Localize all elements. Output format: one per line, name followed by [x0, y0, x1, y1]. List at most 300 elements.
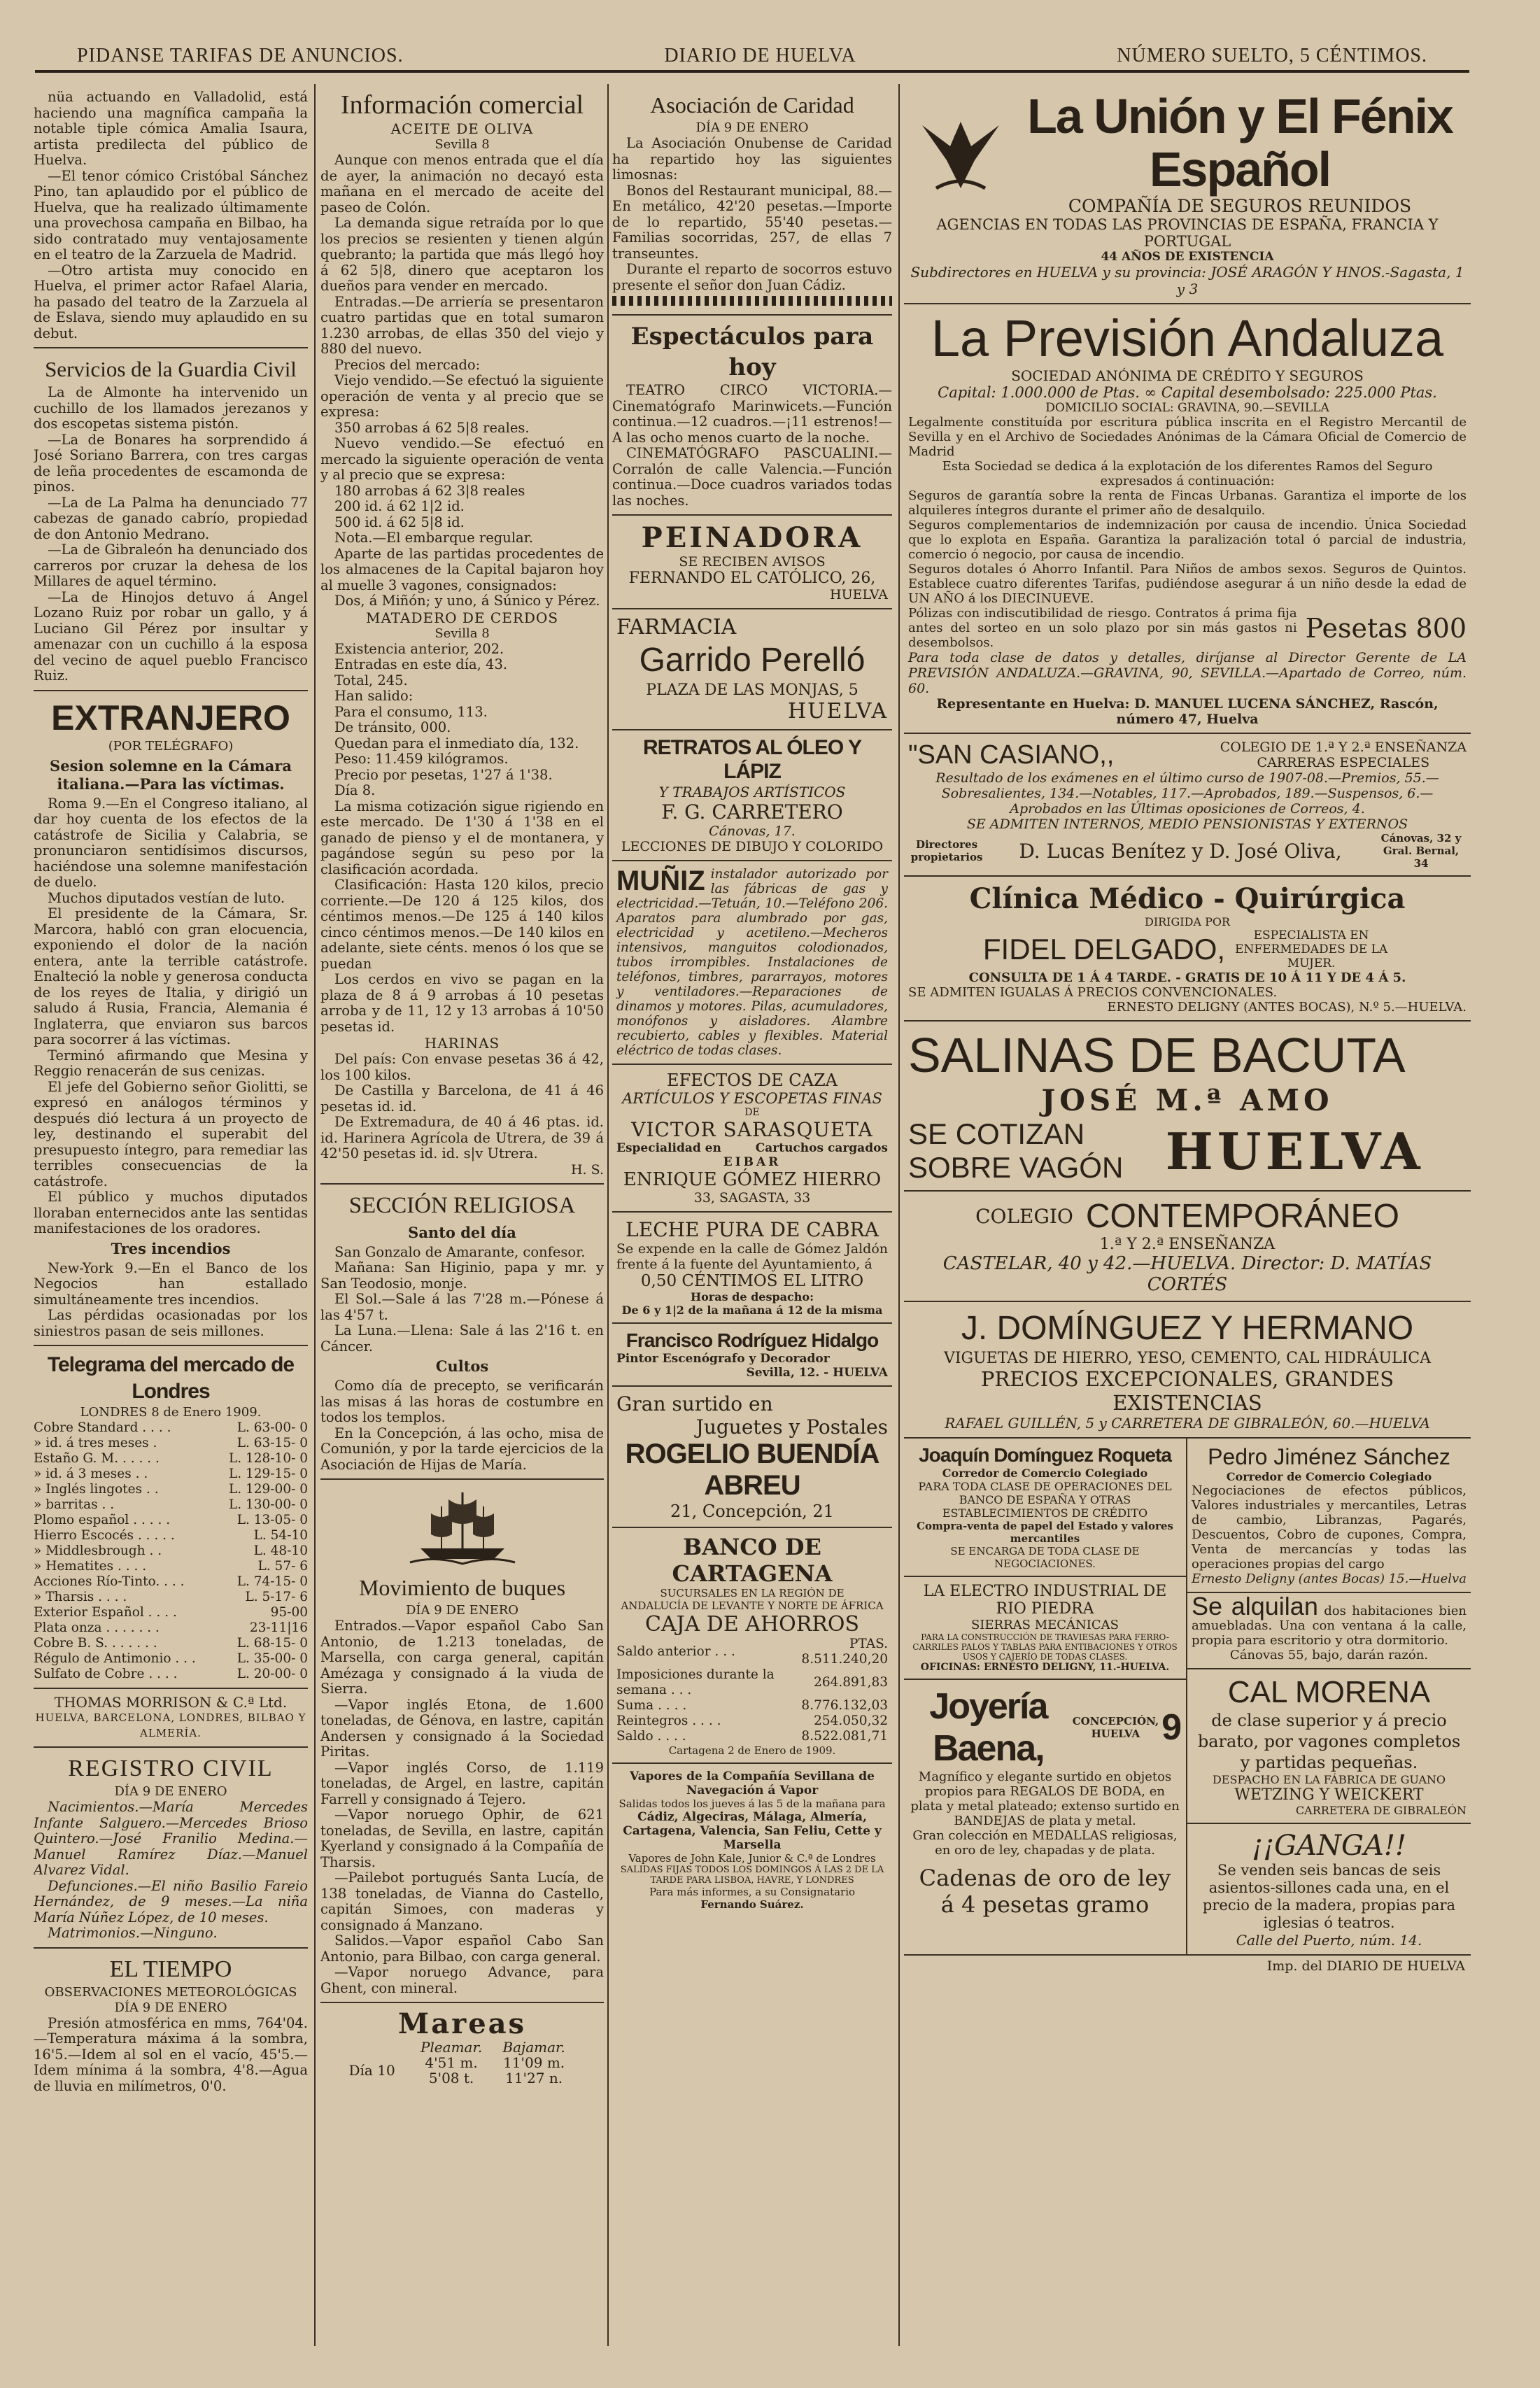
table-row: [34, 1605, 308, 1620]
ad-title: PEINADORA: [641, 521, 863, 554]
paragraph: El público y muchos diputados lloraban enternecidos ante las sentidas manifestaciones de los oradores.: [34, 1189, 308, 1236]
date-line: DÍA 9 DE ENERO: [114, 2000, 227, 2015]
ad-line: EIBAR: [723, 1155, 782, 1169]
paragraph: —La de Bonares ha sorprendido á José Soriano Barrera, con tres cargas de leña procedentes de escamonda de pinos.: [34, 431, 308, 495]
ad-line: HUELVA: [830, 587, 888, 602]
ad-line: Directores propietarios: [910, 838, 983, 863]
paragraph: Peso: 11.459 kilógramos.: [334, 751, 509, 767]
savings-value: 264.891,83: [814, 1675, 888, 1690]
mareas-section: [320, 2003, 604, 2091]
paragraph: Bonos del Restaurant municipal, 88.—En metálico, 42'20 pesetas.—Importe de lo repartido, 55'40 pesetas.—Familias socorridas, 257, de ellas 7 transeuntes.: [612, 182, 892, 262]
ad-title: La Unión y El Fénix Español: [1027, 89, 1453, 197]
market-item: Plomo español . . . . .: [34, 1513, 171, 1527]
section-title: Asociación de Caridad: [650, 92, 854, 118]
paragraph: La de Almonte ha intervenido un cuchillo de los llamados jerezanos y dos escopetas sistema pistón.: [34, 384, 308, 432]
ad-left-stack: [904, 1439, 1187, 1954]
ad-line: Subdirectores en HUELVA y su provincia: JOSÉ ARAGÓN Y HNOS.-Sagasta, 1 y 3: [910, 264, 1464, 297]
ad-line: COLEGIO: [975, 1205, 1073, 1228]
ad-row: [904, 1439, 1471, 1956]
paragraph: Durante el reparto de socorros estuvo presente el señor don Juan Cádiz.: [612, 261, 892, 293]
table-row: [34, 1636, 308, 1651]
paragraph: Matrimonios.—Ninguno.: [48, 1925, 218, 1941]
table-row: [34, 1590, 308, 1605]
ad-line: CAJA DE AHORROS: [644, 1612, 860, 1637]
article-title: Tres incendios: [111, 1239, 231, 1257]
section-title: Telegrama del mercado de Londres: [47, 1353, 295, 1403]
subsection-title: Cultos: [435, 1357, 489, 1375]
ad-line: ARTÍCULOS Y ESCOPETAS FINAS: [622, 1090, 882, 1107]
registro-section: [34, 1748, 308, 1949]
ad-line: JOSÉ M.ª AMO: [1041, 1083, 1334, 1117]
paragraph: Existencia anterior, 202.: [334, 640, 504, 657]
paragraph: —La de Hinojos detuvo á Angel Lozano Ruiz por robar un gallo, y á Luciano Gil Pérez por insultar y amenazar con un cuchillo á la esposa del vecino de aquel pueblo Francisco Ruiz.: [34, 588, 308, 684]
harinas-text: [320, 1052, 604, 1162]
savings-item: Imposiciones durante la semana . . .: [616, 1667, 775, 1697]
ad-line: SE COTIZAN: [908, 1117, 1085, 1150]
ship-illustration: [320, 1485, 604, 1572]
savings-item: Reintegros . . . .: [616, 1714, 721, 1728]
paragraph: El Sol.—Sale á las 7'28 m.—Pónese á las 4'57 t.: [320, 1291, 604, 1323]
ad-text: Para toda clase de datos y detalles, diríjanse al Director Gerente de LA PREVISIÓN ANDALUZA.—GRAVINA, 90, SEVILLA.—Apartado de Correo, núm. 60.: [908, 650, 1467, 696]
ad-text: Magnífico y elegante surtido en objetos propios para REGALOS DE BODA, en plata y metal plateado; extenso surtido en BANDEJAS de plata y metal.: [910, 1769, 1180, 1828]
ad-line: Cartuchos cargados: [755, 1141, 888, 1155]
ad-line: 1.ª Y 2.ª ENSEÑANZA: [1099, 1236, 1276, 1253]
ad-line: SUCURSALES EN LA REGIÓN DE: [660, 1587, 845, 1599]
signature: H. S.: [570, 1161, 604, 1178]
ad-title: RETRATOS AL ÓLEO Y LÁPIZ: [642, 736, 862, 783]
section-title: EL TIEMPO: [109, 1956, 232, 1982]
paragraph: —Vapor noruego Ophir, de 621 toneladas, de Sevilla, en lastre, capitán Kyerland y consignado á la Compañía de Tharsis.: [320, 1807, 604, 1870]
intro-section: [34, 84, 308, 348]
table-row: [34, 1497, 308, 1513]
market-value: L. 129-00- 0: [228, 1482, 308, 1497]
ad-text: Legalmente constituída por escritura pública inscrita en el Registro Mercantil de Sevilla y en el Archivo de Sociedades Anónimas de la Cámara Oficial de Comercio de Madrid: [908, 415, 1467, 459]
header-right: NÚMERO SUELTO, 5 CÉNTIMOS.: [1117, 45, 1427, 66]
market-item: » Inglés lingotes . .: [34, 1482, 159, 1497]
paragraph: Aparte de las partidas procedentes de los almacenes de la Capital bajaron hoy al muelle 3 vagones, consignados:: [320, 545, 604, 593]
paragraph: 500 id. á 62 5|8 id.: [334, 514, 465, 530]
ad-electro: [904, 1577, 1186, 1680]
ad-line: CARRERAS ESPECIALES: [1257, 755, 1430, 770]
table-row: [34, 1543, 308, 1559]
ad-cartagena: [612, 1528, 892, 1764]
ad-title: SALINAS DE BACUTA: [908, 1028, 1406, 1082]
ad-line: ESPECIALISTA EN ENFERMEDADES DE LA MUJER.: [1235, 928, 1388, 970]
ad-line: SALIDAS FIJAS TODOS LOS DOMINGOS Á LAS 2 DE LA TARDE PARA LISBOA, HAVRE, Y LONDRES: [620, 1865, 884, 1886]
paragraph: nüa actuando en Valladolid, está haciendo una magnífica campaña la notable tiple cómica Amalia Isaura, artista predilecta del público de Huelva.: [34, 89, 308, 168]
ad-line: WETZING Y WEICKERT: [1234, 1786, 1424, 1804]
subsection-title: Santo del día: [408, 1223, 516, 1241]
ad-line: Especialidad en: [616, 1141, 721, 1155]
pleamar-value: 5'08 t.: [428, 2070, 474, 2086]
ad-text: dos habitaciones bien amuebladas. Una con ventana á la calle, propia para escritorio y otra dormitorio.: [1192, 1604, 1467, 1648]
paragraph: Entradas en este día, 43.: [334, 656, 508, 672]
table-row: [34, 1482, 308, 1497]
market-item: Estaño G. M. . . . . .: [34, 1451, 160, 1466]
ad-line: Y TRABAJOS ARTÍSTICOS: [658, 784, 846, 800]
market-value: L. 54-10: [253, 1528, 308, 1543]
ad-line: Cadenas de oro de ley: [919, 1865, 1171, 1891]
ad-clinica: [904, 877, 1471, 1022]
ad-line: DE: [744, 1107, 760, 1118]
market-value: L. 35-00- 0: [236, 1651, 308, 1666]
ad-roqueta: [904, 1439, 1186, 1577]
market-item: Acciones Río-Tinto. . . .: [34, 1574, 185, 1589]
ad-line: RAFAEL GUILLÉN, 5 y CARRETERA DE GIBRALEÓN, 60.—HUELVA: [945, 1415, 1430, 1432]
ad-line: OFICINAS: ERNESTO DELIGNY, 11.-HUELVA.: [920, 1662, 1170, 1673]
ad-line: DIRIGIDA POR: [1144, 915, 1230, 928]
ad-text: Seguros complementarios de indemnización por causa de incendio. Única Sociedad que lo explota en España. Garantiza la paralización total ó parcial de industria, comercio ó negocio, por causa de incendio.: [908, 518, 1467, 562]
savings-value: 254.050,32: [814, 1714, 888, 1728]
paragraph: La Asociación Onubense de Caridad ha repartido hoy las siguientes limosnas:: [612, 135, 892, 183]
matadero-text: [320, 642, 604, 1036]
ad-prevision: [904, 304, 1471, 734]
paragraph: El presidente de la Cámara, Sr. Marcora, habló con gran elocuencia, exponiendo el dolor de la nación entera, ante la terrible catástrofe. Enalteció la noble y generosa conducta de los reyes de Italia, y dirigió un saludo á Rusia, Francia, Alemania é Inglaterra, que enviaron sus barcos para socorrer á las víctimas.: [34, 905, 308, 1047]
ad-line: SE ENCARGA DE TODA CLASE DE NEGOCIACIONES.: [950, 1545, 1140, 1570]
table-row: [34, 1651, 308, 1667]
table-row: [34, 1528, 308, 1543]
column-rule: [607, 84, 609, 2346]
ad-line: Cánovas 55, bajo, darán razón.: [1229, 1648, 1429, 1662]
table-row: [34, 1436, 308, 1451]
subsection-title: HARINAS: [424, 1035, 500, 1052]
ad-title: Joaquín Domínguez Roqueta: [919, 1444, 1171, 1466]
ad-salinas: [904, 1022, 1471, 1192]
paragraph: CINEMATÓGRAFO PASCUALINI.—Corralón de calle Valencia.—Función continua.—Doce cuadros variados todas las noches.: [612, 445, 892, 509]
ad-line: HUELVA: [1091, 1728, 1140, 1740]
paragraph: Nacimientos.—María Mercedes Infante Salguero.—Mercedes Brioso Quintero.—José Franilio Medina.—Manuel Ramírez Díaz.—Manuel Alvarez Vidal.: [34, 1799, 308, 1878]
ad-farmacia: [612, 609, 892, 730]
ad-text: Negociaciones de efectos públicos, Valores industriales y mercantiles, Letras de cambio, Libranzas, Pagarés, Descuentos, Cobro de cupones, Compra, Venta de mercancías y todas las operaciones propias del cargo: [1192, 1483, 1467, 1571]
buques-section: [320, 1480, 604, 2003]
caridad-section: [612, 84, 892, 316]
ad-text: Seguros dotales ó Ahorro Infantil. Para Niños de ambos sexos. Seguros de Quintos. Establece cuatro diferentes Tarifas, pudiéndose asegurar á un niño desde la edad de UN AÑO á los DIECINUEVE.: [908, 562, 1467, 606]
column-4: [904, 84, 1471, 2346]
ad-line: AGENCIAS EN TODAS LAS PROVINCIAS DE ESPAÑA, FRANCIA Y PORTUGAL: [936, 216, 1439, 250]
paragraph: —Vapor inglés Corso, de 1.119 toneladas, de Argel, en lastre, capitán Farrell y consignado á Tejero.: [320, 1759, 604, 1807]
column-rule: [314, 84, 316, 2346]
ad-line: Gran surtido en: [616, 1392, 773, 1415]
paragraph: Del país: Con envase pesetas 36 á 42, los 100 kilos.: [320, 1051, 604, 1083]
espectaculos-section: [612, 316, 892, 516]
ad-text: Se venden seis bancas de seis asientos-sillones cada una, en el precio de la madera, propias para iglesias ó teatros.: [1202, 1862, 1456, 1931]
column-rule: [898, 84, 900, 2346]
ad-line: Para más informes, a su Consignatario: [649, 1886, 856, 1898]
paragraph: —La de Gibraleón ha denunciado dos carreros por cruzar la dehesa de los Millares de aquel término.: [34, 542, 308, 589]
paragraph: La Luna.—Llena: Sale á las 2'16 t. en Cáncer.: [320, 1322, 604, 1355]
buques-text: [320, 1618, 604, 1996]
ad-line: PLAZA DE LAS MONJAS, 5: [646, 681, 859, 699]
ad-line: 44 AÑOS DE EXISTENCIA: [1101, 250, 1274, 264]
ad-line: Cartagena 2 de Enero de 1909.: [668, 1744, 836, 1757]
ad-line: á 4 pesetas gramo: [940, 1891, 1150, 1918]
paragraph: Nuevo vendido.—Se efectuó en mercado la siguiente operación de venta y al precio que se expresa:: [320, 435, 604, 483]
ad-line: VIGUETAS DE HIERRO, YESO, CEMENTO, CAL HIDRÁULICA: [943, 1350, 1432, 1367]
tiempo-section: [34, 1949, 308, 2100]
paragraph: 350 arrobas á 62 5|8 reales.: [334, 419, 530, 436]
section-title: Información comercial: [340, 90, 584, 120]
ad-line: DOMICILIO SOCIAL: GRAVINA, 90.—SEVILLA: [1045, 401, 1329, 415]
market-item: Exterior Español . . . .: [34, 1605, 177, 1620]
ad-text: Resultado de los exámenes en el último curso de 1907-08.—Premios, 55.—Sobresalientes, 134.—Notables, 117.—Aprobados, 189.—Suspensos, 6.—Aprobados en las Últimas oposiciones de Correos, 4.: [935, 770, 1439, 817]
ad-joyeria: [904, 1680, 1186, 1923]
ad-text: Pólizas con indiscutibilidad de riesgo. Contratos á prima fija antes del sorteo en un solo plazo por sin más gastos ni desembolsos.: [908, 606, 1297, 650]
market-value: L. 63-00- 0: [236, 1420, 308, 1435]
subtitle: OBSERVACIONES METEOROLÓGICAS: [44, 1984, 297, 2000]
paragraph: Roma 9.—En el Congreso italiano, al dar hoy cuenta de los efectos de la catástrofe de Sicilia y Calabria, se pronunciaron sentidísimos discursos, haciéndose una solemne manifestación de duelo.: [34, 795, 308, 890]
paragraph: Para el consumo, 113.: [334, 703, 488, 720]
market-item: » Hematites . . . .: [34, 1559, 147, 1574]
ad-line: Calle del Puerto, núm. 14.: [1236, 1932, 1422, 1949]
market-value: L. 74-15- 0: [236, 1574, 308, 1589]
market-value: 23-11|16: [249, 1620, 308, 1635]
paragraph: Entrados.—Vapor español Cabo San Antonio, de 1.213 toneladas, de Marsella, con carga general, capitán Amézaga y consignado á la viuda de Sierra.: [320, 1618, 604, 1697]
ad-title: ROGELIO BUENDÍA ABREU: [625, 1439, 880, 1501]
table-row: [616, 1637, 888, 1667]
ad-line: Corredor de Comercio Colegiado: [1226, 1470, 1432, 1483]
market-value: L. 48-10: [253, 1543, 308, 1558]
ad-peinadora: [612, 516, 892, 609]
table-row: [34, 1574, 308, 1590]
ad-line: Cádiz, Algeciras, Málaga, Almería, Cartagena, Valencia, San Feliu, Cette y Marsella: [623, 1810, 882, 1852]
header-center: DIARIO DE HUELVA: [664, 45, 856, 66]
ad-line: D. Lucas Benítez y D. José Oliva,: [1019, 839, 1342, 863]
section-title: EXTRANJERO: [51, 698, 290, 737]
ad-line: EFECTOS DE CAZA: [667, 1071, 838, 1090]
ad-title: BANCO DE CARTAGENA: [672, 1534, 833, 1587]
ad-line: FIDEL DELGADO,: [982, 933, 1226, 966]
paragraph: Los cerdos en vivo se pagan en la plaza de 8 á 9 arrobas á 10 pesetas arroba y de 11, 12 y 13 arrobas á 10'50 pesetas id.: [320, 971, 604, 1035]
paragraph: —La de La Palma ha denunciado 77 cabezas de ganado cabrío, propiedad de don Antonio Medrano.: [34, 494, 308, 542]
market-table: [34, 1420, 308, 1682]
ad-line: Fernando Suárez.: [700, 1898, 804, 1911]
ad-cal-morena: [1187, 1669, 1471, 1824]
ad-right-stack: [1187, 1439, 1471, 1954]
ad-union-fenix: [904, 84, 1471, 304]
section-title: Espectáculos para hoy: [630, 323, 874, 381]
ad-line: SOBRE VAGÓN: [908, 1151, 1124, 1184]
ad-title: LA ELECTRO INDUSTRIAL DE RIO PIEDRA: [923, 1583, 1167, 1618]
paragraph: —Vapor noruego Advance, para Ghent, con mineral.: [320, 1964, 604, 1996]
ad-line: CONCEPCIÓN,: [1072, 1715, 1159, 1728]
paragraph: —El tenor cómico Cristóbal Sánchez Pino, tan aplaudido por el público de Huelva, que ha realizado últimamente una provechosa campaña en Bilbao, ha sido contratado muy ventajosamente en el teatro de la Zarzuela de Madrid.: [34, 167, 308, 262]
ad-line: 0,50 CÉNTIMOS EL LITRO: [640, 1272, 864, 1290]
column-3: [612, 84, 892, 2346]
ad-line: De 6 y 1|2 de la mañana á 12 de la misma: [621, 1303, 883, 1317]
savings-value: 8.776.132,03: [801, 1698, 888, 1713]
paragraph: La demanda sigue retraída por lo que los precios se resienten y tienen algún quebranto; la partida que más llegó hoy á 62 5|8, dinero que aceptaron los dueños para vender en mercado.: [320, 215, 604, 294]
subtitle: (POR TELÉGRAFO): [108, 738, 234, 754]
paragraph: De Castilla y Barcelona, de 41 á 46 pesetas id. id.: [320, 1082, 604, 1115]
paragraph: Presión atmosférica en mms, 764'04.—Temperatura máxima á la sombra, 16'5.—Idem al sol en el vacío, 45'5.—Idem mínima á la sombra, 4'8.—Agua de lluvia en milímetros, 0'0.: [34, 2014, 308, 2094]
market-value: L. 5-17- 6: [245, 1590, 308, 1604]
ad-title: Se alquilan: [1192, 1592, 1318, 1620]
market-item: Régulo de Antimonio . . .: [34, 1651, 196, 1666]
ad-buendia: [612, 1387, 892, 1528]
religiosa-section: [320, 1185, 604, 1481]
ad-line: Juguetes y Postales: [695, 1415, 888, 1439]
paragraph: Precio por pesetas, 1'27 á 1'38.: [334, 766, 553, 783]
company-cities: HUELVA, BARCELONA, LONDRES, BILBAO Y ALMERÍA.: [35, 1711, 306, 1739]
ad-line: LECCIONES DE DIBUJO Y COLORIDO: [621, 839, 884, 854]
col-header: Pleamar.: [420, 2039, 483, 2056]
paragraph: Aunque con menos entrada que el día de ayer, la animación no decayó esta mañana en el mercado de aceite del paseo de Colón.: [320, 152, 604, 216]
ad-title: ¡¡GANGA!!: [1252, 1830, 1406, 1862]
printer-line: Imp. del DIARIO DE HUELVA: [1266, 1958, 1465, 1974]
section-title: Mareas: [397, 2007, 527, 2040]
section-title: Servicios de la Guardia Civil: [45, 357, 297, 381]
running-header: [35, 42, 1469, 73]
savings-item: Suma . . . .: [616, 1698, 687, 1713]
ad-line: Esta Sociedad se dedica á la explotación de los diferentes Ramos del Seguro expresados á continuación:: [942, 459, 1433, 488]
ad-title: CONTEMPORÁNEO: [1085, 1198, 1399, 1235]
ad-line: COMPAÑÍA DE SEGUROS REUNIDOS: [1068, 196, 1412, 216]
table-row: [34, 1667, 308, 1682]
paragraph: —Vapor inglés Etona, de 1.600 toneladas, de Génova, en lastre, capitán Andersen y consignado á la Sociedad Piritas.: [320, 1696, 604, 1760]
company-name: THOMAS MORRISON & C.ª Ltd.: [54, 1694, 288, 1711]
ad-line: Cánovas, 17.: [709, 824, 796, 839]
ad-title: Pedro Jiménez Sánchez: [1208, 1444, 1450, 1469]
market-item: Cobre Standard . . . .: [34, 1420, 171, 1435]
ad-line: Ernesto Deligny (antes Bocas) 15.—Huelva: [1192, 1571, 1467, 1586]
paragraph: Nota.—El embarque regular.: [334, 530, 534, 546]
ad-line: ENRIQUE GÓMEZ HIERRO: [623, 1169, 882, 1190]
ad-title: CAL MORENA: [1227, 1675, 1431, 1709]
table-row: [616, 1698, 888, 1714]
sailing-ship-icon: [407, 1485, 518, 1569]
bajamar-value: 11'27 n.: [505, 2070, 563, 2086]
table-row: [34, 1559, 308, 1574]
londres-section: [34, 1346, 308, 1689]
table-row: [34, 1420, 308, 1436]
ad-price: Pesetas 800: [1305, 612, 1467, 644]
ad-line: FARMACIA: [616, 615, 737, 640]
paragraph: Dos, á Miñón; y uno, á Súnico y Pérez.: [334, 593, 600, 609]
market-item: Sulfato de Cobre . . . .: [34, 1667, 178, 1681]
paragraph: Día 8.: [334, 782, 376, 798]
morrison-section: [34, 1689, 308, 1748]
ad-line: DESPACHO EN LA FÁBRICA DE GUANO: [1212, 1773, 1446, 1786]
ad-title: J. DOMÍNGUEZ Y HERMANO: [961, 1310, 1414, 1347]
date-line: DÍA 9 DE ENERO: [114, 1784, 227, 1799]
ad-line: COLEGIO DE 1.ª Y 2.ª ENSEÑANZA: [1220, 740, 1467, 755]
ad-line: CASTELAR, 40 y 42.—HUELVA. Director: D. MATÍAS CORTÉS: [942, 1253, 1432, 1295]
savings-item: Saldo . . . .: [616, 1729, 686, 1744]
paragraph: Salidos.—Vapor español Cabo San Antonio, para Bilbao, con carga general.: [320, 1933, 604, 1965]
market-item: Cobre B. S. . . . . . .: [34, 1636, 157, 1651]
column-1: [34, 84, 308, 2346]
market-value: L. 63-15- 0: [236, 1436, 308, 1450]
market-item: » Middlesbrough . .: [34, 1543, 162, 1558]
paragraph: Entradas.—De arriería se presentaron cuatro partidas que en total sumaron 1.230 arrobas, de ellas 350 del viejo y 880 del nuevo.: [320, 293, 604, 357]
ad-line: SE ADMITEN IGUALAS Á PRECIOS CONVENCIONALES.: [908, 985, 1278, 1000]
ad-title: MUÑIZ: [616, 866, 705, 896]
header-left: PIDANSE TARIFAS DE ANUNCIOS.: [77, 45, 404, 66]
table-row: [616, 1729, 888, 1744]
ad-line: Cánovas, 32 y Gral. Bernal, 34: [1380, 832, 1462, 870]
article-title: Sesion solemne en la Cámara italiana.—Para las víctimas.: [50, 756, 292, 793]
ad-line: Capital: 1.000.000 de Ptas. ∞ Capital desembolsado: 225.000 Ptas.: [938, 384, 1437, 401]
savings-table: [616, 1637, 888, 1744]
section-title: SECCIÓN RELIGIOSA: [348, 1192, 576, 1218]
market-value: L. 130-00- 0: [228, 1497, 308, 1512]
paragraph: Clasificación: Hasta 120 kilos, precio corriente.—De 120 á 125 kilos, dos céntimos menos.—De 125 á 140 kilos cinco céntimos menos.—De 140 kilos en adelante, siete cénts. menos ó los que se puedan: [320, 877, 604, 972]
date-line: DÍA 9 DE ENERO: [695, 120, 809, 135]
ad-line: FERNANDO EL CATÓLICO, 26,: [628, 570, 876, 587]
ornament-divider: [612, 296, 892, 306]
ad-line: ANDALUCÍA DE LEVANTE Y NORTE DE ÁFRICA: [621, 1599, 884, 1612]
ad-pedro: [1187, 1439, 1471, 1593]
ad-line: F. G. CARRETERO: [661, 800, 843, 824]
date-line: Sevilla 8: [435, 626, 490, 641]
ad-line: CARRETERA DE GIBRALEÓN: [1295, 1804, 1467, 1817]
paragraph: En la Concepción, á las ocho, misa de Comunión, y por la tarde ejercicios de la Asociación de Hijas de María.: [320, 1425, 604, 1473]
paragraph: Precios del mercado:: [334, 356, 481, 373]
paragraph: Viejo vendido.—Se efectuó la siguiente operación de venta y al precio que se expresa:: [320, 372, 604, 420]
savings-value: PTAS. 8.511.240,20: [801, 1637, 888, 1667]
ad-title: Joyería Baena,: [929, 1686, 1047, 1769]
paragraph: De tránsito, 000.: [334, 719, 451, 735]
ad-line: de clase superior y á precio barato, por vagones completos y partidas pequeñas.: [1197, 1711, 1461, 1772]
paragraph: Mañana: San Higinio, papa y mr. y San Teodosio, monje.: [320, 1259, 604, 1292]
ad-line: 33, SAGASTA, 33: [693, 1190, 811, 1206]
table-row: [34, 1451, 308, 1467]
ad-line: Salidas todos los jueves á las 5 de la mañana para: [619, 1797, 886, 1810]
date-line: LONDRES 8 de Enero 1909.: [80, 1405, 262, 1420]
paragraph: Muchos diputados vestían de luto.: [48, 889, 285, 906]
table-row: [616, 1714, 888, 1729]
ad-line: 9: [1161, 1707, 1182, 1748]
paragraph: El jefe del Gobierno señor Giolitti, se expresó en análogos términos y después dió lectura á un proyecto de ley, destinando el superabit del presupuesto íntegro, para remediar las terribles consecuencias de la catástrofe.: [34, 1078, 308, 1189]
ad-line: Corredor de Comercio Colegiado: [942, 1467, 1148, 1480]
ad-caza: [612, 1065, 892, 1213]
paragraph: Defunciones.—El niño Basilio Fareio Hernández, de 9 meses.—La niña María Núñez López, de 10 meses.: [34, 1877, 308, 1926]
paragraph: La misma cotización sigue rigiendo en este mercado. De 1'30 á 1'38 en el ganado de pienso y el de montanera, y pagándose según su peso por la clasificación acordada.: [320, 798, 604, 877]
santo-text: [320, 1245, 604, 1355]
ad-line: SOCIEDAD ANÓNIMA DE CRÉDITO Y SEGUROS: [1011, 367, 1364, 384]
table-row: [34, 1620, 308, 1636]
paragraph: New-York 9.—En el Banco de los Negocios han estallado simultáneamente tres incendios.: [34, 1259, 308, 1308]
paragraph: Las pérdidas ocasionadas por los siniestros pasan de seis millones.: [34, 1307, 308, 1339]
section-title: Movimiento de buques: [358, 1575, 566, 1600]
ad-dominguez: [904, 1302, 1471, 1439]
market-item: Hierro Escocés . . . . .: [34, 1528, 175, 1543]
ad-colegio: [904, 1192, 1471, 1302]
ad-title: La Previsión Andaluza: [931, 309, 1444, 367]
market-value: L. 68-15- 0: [236, 1636, 308, 1651]
ad-line: HUELVA: [1165, 1121, 1425, 1181]
ad-line: PRECIOS EXCEPCIONALES, GRANDES EXISTENCIAS: [980, 1367, 1394, 1415]
market-value: L. 13-05- 0: [236, 1513, 308, 1527]
day-label: Día 10: [348, 2062, 395, 2079]
paragraph: Como día de precepto, se verificarán las misas á las horas de costumbre en todos los templos.: [320, 1378, 604, 1425]
ad-muniz: [612, 861, 892, 1065]
ad-line: CONSULTA DE 1 Á 4 TARDE. - GRATIS DE 10 Á 11 Y DE 4 Á 5.: [968, 970, 1406, 985]
ad-title: "SAN CASIANO,,: [908, 740, 1115, 770]
paragraph: 180 arrobas á 62 3|8 reales: [334, 482, 525, 499]
ad-line: PARA TODA CLASE DE OPERACIONES DEL BANCO DE ESPAÑA Y OTRAS ESTABLECIMIENTOS DE CRÉDITO: [918, 1480, 1172, 1520]
ad-line: SE RECIBEN AVISOS: [679, 554, 826, 570]
info-comercial-section: [320, 84, 604, 1185]
ad-alquilan: [1187, 1593, 1471, 1669]
market-item: » Tharsis . . . .: [34, 1590, 127, 1604]
market-value: L. 57- 6: [257, 1559, 308, 1574]
ad-line: Pintor Escenógrafo y Decorador: [616, 1352, 830, 1366]
ad-line: Sevilla, 12. - HUELVA: [746, 1366, 888, 1380]
ad-line: Representante en Huelva: D. MANUEL LUCENA SÁNCHEZ, Rascón, número 47, Huelva: [936, 696, 1439, 727]
paragraph: Terminó afirmando que Mesina y Reggio renacerán de sus cenizas.: [34, 1047, 308, 1079]
market-item: » id. á 3 meses . .: [34, 1467, 148, 1481]
